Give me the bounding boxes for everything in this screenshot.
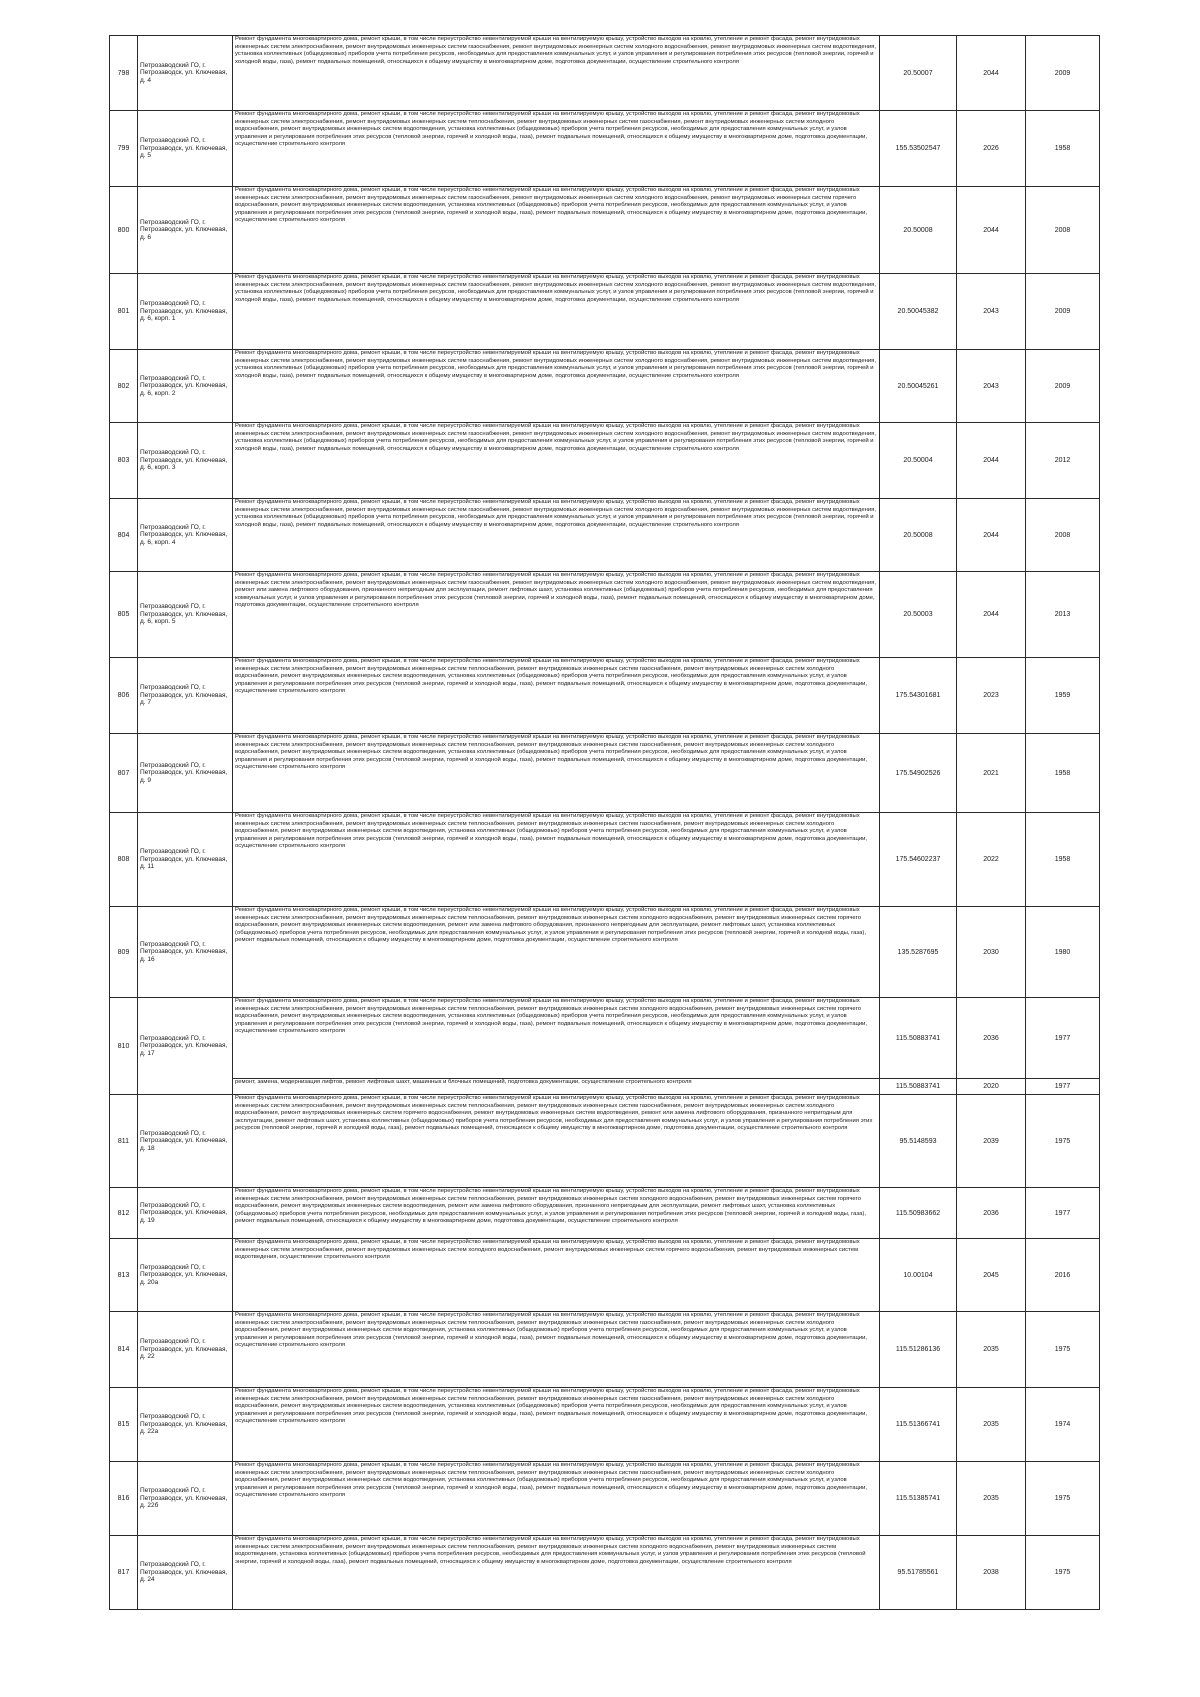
row-number: 801 xyxy=(110,274,138,350)
address-cell: Петрозаводский ГО, г. Петрозаводск, ул. Ключевая, д. 4 xyxy=(138,36,233,111)
cost-cell: 20.50004 xyxy=(880,423,957,499)
cost-cell: 115.51366741 xyxy=(880,1388,957,1462)
address-cell: Петрозаводский ГО, г. Петрозаводск, ул. Ключевая, д. 6, корп. 5 xyxy=(138,572,233,658)
works-cell: Ремонт фундамента многоквартирного дома, ремонт крыши, в том числе переустройство невентилируемой крыши на вентилируемую крышу, устройство выходов на кровлю, утепление и ремонт фасада, ремонт внутридомовых инженерных систем электроснабжения, ремонт внутридомовых инженерных систем газоснабжения, ремонт внутридомовых инженерных систем холодного водоснабжения, ремонт внутридомовых инженерных систем водоотведения, установка коллективных (общедомовых) приборов учета потребления ресурсов, необходимых для предоставления коммунальных услуг, и узлов управления и регулирования потребления этих ресурсов (тепловой энергии, горячей и холодной воды, газа), ремонт подвальных помещений, относящихся к общему имуществу в многоквартирном доме, подготовка документации, осуществление строительного контроля xyxy=(233,36,880,111)
works-cell: ремонт, замена, модернизация лифтов, ремонт лифтовых шахт, машинных и блочных помещений, подготовка документации, осуществление строительного контроля xyxy=(233,1079,880,1095)
table-row xyxy=(110,499,1100,572)
table-row xyxy=(110,907,1100,998)
planned-year-cell: 2023 xyxy=(957,658,1026,734)
cost-cell: 20.50003 xyxy=(880,572,957,658)
row-number: 808 xyxy=(110,813,138,907)
table-row xyxy=(110,350,1100,423)
row-number: 817 xyxy=(110,1536,138,1610)
planned-year-cell: 2026 xyxy=(957,111,1026,187)
cost-cell: 155.53502547 xyxy=(880,111,957,187)
address-cell: Петрозаводский ГО, г. Петрозаводск, ул. Ключевая, д. 6 xyxy=(138,187,233,274)
planned-year-cell: 2044 xyxy=(957,423,1026,499)
address-cell: Петрозаводский ГО, г. Петрозаводск, ул. Ключевая, д. 6, корп. 3 xyxy=(138,423,233,499)
row-number: 806 xyxy=(110,658,138,734)
last-repair-year-cell: 1977 xyxy=(1026,1188,1100,1239)
table-row xyxy=(110,1388,1100,1462)
last-repair-year-cell: 1977 xyxy=(1026,998,1100,1079)
address-cell: Петрозаводский ГО, г. Петрозаводск, ул. Ключевая, д. 6, корп. 2 xyxy=(138,350,233,423)
last-repair-year-cell: 1975 xyxy=(1026,1095,1100,1188)
row-number: 816 xyxy=(110,1462,138,1536)
works-cell: Ремонт фундамента многоквартирного дома, ремонт крыши, в том числе переустройство невентилируемой крыши на вентилируемую крышу, устройство выходов на кровлю, утепление и ремонт фасада, ремонт внутридомовых инженерных систем электроснабжения, ремонт внутридомовых инженерных систем теплоснабжения, ремонт внутридомовых инженерных систем холодного водоснабжения, ремонт внутридомовых инженерных систем горячего водоснабжения, ремонт внутридомовых инженерных систем водоотведения, ремонт или замена лифтового оборудования, признанного непригодным для эксплуатации, ремонт лифтовых шахт, установка коллективных (общедомовых) приборов учета потребления ресурсов, необходимых для предоставления коммунальных услуг, и узлов управления и регулирования потребления этих ресурсов (тепловой энергии, горячей и холодной воды, газа), ремонт подвальных помещений, относящихся к общему имуществу в многоквартирном доме, подготовка документации, осуществление строительного контроля xyxy=(233,1188,880,1239)
row-number: 804 xyxy=(110,499,138,572)
last-repair-year-cell: 1975 xyxy=(1026,1462,1100,1536)
works-cell: Ремонт фундамента многоквартирного дома, ремонт крыши, в том числе переустройство невентилируемой крыши на вентилируемую крышу, устройство выходов на кровлю, утепление и ремонт фасада, ремонт внутридомовых инженерных систем электроснабжения, ремонт внутридомовых инженерных систем газоснабжения, ремонт внутридомовых инженерных систем холодного водоснабжения, ремонт внутридомовых инженерных систем водоотведения, ремонт или замена лифтового оборудования, признанного непригодным для эксплуатации, ремонт лифтовых шахт, установка коллективных (общедомовых) приборов учета потребления ресурсов, необходимых для предоставления коммунальных услуг, и узлов управления и регулирования потребления этих ресурсов (тепловой энергии, горячей и холодной воды, газа), ремонт подвальных помещений, относящихся к общему имуществу в многоквартирном доме, подготовка документации, осуществление строительного контроля xyxy=(233,572,880,658)
last-repair-year-cell: 1958 xyxy=(1026,111,1100,187)
address-cell: Петрозаводский ГО, г. Петрозаводск, ул. Ключевая, д. 22 xyxy=(138,1312,233,1388)
row-number: 809 xyxy=(110,907,138,998)
planned-year-cell: 2044 xyxy=(957,572,1026,658)
table-subrow xyxy=(110,1079,1100,1095)
cost-cell: 20.50008 xyxy=(880,187,957,274)
address-cell: Петрозаводский ГО, г. Петрозаводск, ул. Ключевая, д. 24 xyxy=(138,1536,233,1610)
address-cell: Петрозаводский ГО, г. Петрозаводск, ул. Ключевая, д. 22б xyxy=(138,1462,233,1536)
cost-cell: 95.51785561 xyxy=(880,1536,957,1610)
table-row xyxy=(110,734,1100,813)
cost-cell: 115.50883741 xyxy=(880,1079,957,1095)
table-row xyxy=(110,423,1100,499)
works-cell: Ремонт фундамента многоквартирного дома, ремонт крыши, в том числе переустройство невентилируемой крыши на вентилируемую крышу, устройство выходов на кровлю, утепление и ремонт фасада, ремонт внутридомовых инженерных систем электроснабжения, ремонт внутридомовых инженерных систем теплоснабжения, ремонт внутридомовых инженерных систем газоснабжения, ремонт внутридомовых инженерных систем холодного водоснабжения, ремонт внутридомовых инженерных систем водоотведения, установка коллективных (общедомовых) приборов учета потребления ресурсов, необходимых для предоставления коммунальных услуг, и узлов управления и регулирования потребления этих ресурсов (тепловой энергии, горячей и холодной воды, газа), ремонт подвальных помещений, относящихся к общему имуществу в многоквартирном доме, подготовка документации, осуществление строительного контроля xyxy=(233,1388,880,1462)
address-cell: Петрозаводский ГО, г. Петрозаводск, ул. Ключевая, д. 11 xyxy=(138,813,233,907)
last-repair-year-cell: 1980 xyxy=(1026,907,1100,998)
planned-year-cell: 2044 xyxy=(957,36,1026,111)
table-row xyxy=(110,813,1100,907)
planned-year-cell: 2021 xyxy=(957,734,1026,813)
table-body xyxy=(110,36,1100,1610)
works-cell: Ремонт фундамента многоквартирного дома, ремонт крыши, в том числе переустройство невентилируемой крыши на вентилируемую крышу, устройство выходов на кровлю, утепление и ремонт фасада, ремонт внутридомовых инженерных систем электроснабжения, ремонт внутридомовых инженерных систем теплоснабжения, ремонт внутридомовых инженерных систем газоснабжения, ремонт внутридомовых инженерных систем холодного водоснабжения, ремонт внутридомовых инженерных систем водоотведения, установка коллективных (общедомовых) приборов учета потребления ресурсов, необходимых для предоставления коммунальных услуг, и узлов управления и регулирования потребления этих ресурсов (тепловой энергии, горячей и холодной воды, газа), ремонт подвальных помещений, относящихся к общему имуществу в многоквартирном доме, подготовка документации, осуществление строительного контроля xyxy=(233,1312,880,1388)
works-cell: Ремонт фундамента многоквартирного дома, ремонт крыши, в том числе переустройство невентилируемой крыши на вентилируемую крышу, устройство выходов на кровлю, утепление и ремонт фасада, ремонт внутридомовых инженерных систем электроснабжения, ремонт внутридомовых инженерных систем теплоснабжения, ремонт внутридомовых инженерных систем газоснабжения, ремонт внутридомовых инженерных систем холодного водоснабжения, ремонт внутридомовых инженерных систем водоотведения, установка коллективных (общедомовых) приборов учета потребления ресурсов, необходимых для предоставления коммунальных услуг, и узлов управления и регулирования потребления этих ресурсов (тепловой энергии, горячей и холодной воды, газа), ремонт подвальных помещений, относящихся к общему имуществу в многоквартирном доме, подготовка документации, осуществление строительного контроля xyxy=(233,734,880,813)
table-row xyxy=(110,1095,1100,1188)
table-row xyxy=(110,36,1100,111)
last-repair-year-cell: 1975 xyxy=(1026,1312,1100,1388)
cost-cell: 115.50983662 xyxy=(880,1188,957,1239)
last-repair-year-cell: 1958 xyxy=(1026,734,1100,813)
last-repair-year-cell: 2009 xyxy=(1026,350,1100,423)
row-number: 803 xyxy=(110,423,138,499)
last-repair-year-cell: 1975 xyxy=(1026,1536,1100,1610)
planned-year-cell: 2039 xyxy=(957,1095,1026,1188)
table-row xyxy=(110,1462,1100,1536)
cost-cell: 175.54301681 xyxy=(880,658,957,734)
address-cell: Петрозаводский ГО, г. Петрозаводск, ул. Ключевая, д. 19 xyxy=(138,1188,233,1239)
row-number: 802 xyxy=(110,350,138,423)
planned-year-cell: 2045 xyxy=(957,1239,1026,1312)
cost-cell: 95.5148593 xyxy=(880,1095,957,1188)
row-number: 813 xyxy=(110,1239,138,1312)
table-row xyxy=(110,998,1100,1079)
planned-year-cell: 2020 xyxy=(957,1079,1026,1095)
works-cell: Ремонт фундамента многоквартирного дома, ремонт крыши, в том числе переустройство невентилируемой крыши на вентилируемую крышу, устройство выходов на кровлю, утепление и ремонт фасада, ремонт внутридомовых инженерных систем электроснабжения, ремонт внутридомовых инженерных систем теплоснабжения, ремонт внутридомовых инженерных систем газоснабжения, ремонт внутридомовых инженерных систем холодного водоснабжения, ремонт внутридомовых инженерных систем водоотведения, установка коллективных (общедомовых) приборов учета потребления ресурсов, необходимых для предоставления коммунальных услуг, и узлов управления и регулирования потребления этих ресурсов (тепловой энергии, горячей и холодной воды, газа), ремонт подвальных помещений, относящихся к общему имуществу в многоквартирном доме, подготовка документации, осуществление строительного контроля xyxy=(233,1462,880,1536)
row-number: 799 xyxy=(110,111,138,187)
cost-cell: 20.50045261 xyxy=(880,350,957,423)
row-number: 798 xyxy=(110,36,138,111)
table-row xyxy=(110,572,1100,658)
works-cell: Ремонт фундамента многоквартирного дома, ремонт крыши, в том числе переустройство невентилируемой крыши на вентилируемую крышу, устройство выходов на кровлю, утепление и ремонт фасада, ремонт внутридомовых инженерных систем электроснабжения, ремонт внутридомовых инженерных систем газоснабжения, ремонт внутридомовых инженерных систем холодного водоснабжения, ремонт внутридомовых инженерных систем водоотведения, установка коллективных (общедомовых) приборов учета потребления ресурсов, необходимых для предоставления коммунальных услуг, и узлов управления и регулирования потребления этих ресурсов (тепловой энергии, горячей и холодной воды, газа), ремонт подвальных помещений, относящихся к общему имуществу в многоквартирном доме, подготовка документации, осуществление строительного контроля xyxy=(233,274,880,350)
cost-cell: 20.50007 xyxy=(880,36,957,111)
planned-year-cell: 2038 xyxy=(957,1536,1026,1610)
works-cell: Ремонт фундамента многоквартирного дома, ремонт крыши, в том числе переустройство невентилируемой крыши на вентилируемую крышу, устройство выходов на кровлю, утепление и ремонт фасада, ремонт внутридомовых инженерных систем электроснабжения, ремонт внутридомовых инженерных систем газоснабжения, ремонт внутридомовых инженерных систем холодного водоснабжения, ремонт внутридомовых инженерных систем водоотведения, установка коллективных (общедомовых) приборов учета потребления ресурсов, необходимых для предоставления коммунальных услуг, и узлов управления и регулирования потребления этих ресурсов (тепловой энергии, горячей и холодной воды, газа), ремонт подвальных помещений, относящихся к общему имуществу в многоквартирном доме, подготовка документации, осуществление строительного контроля xyxy=(233,499,880,572)
table-row xyxy=(110,111,1100,187)
address-cell: Петрозаводский ГО, г. Петрозаводск, ул. Ключевая, д. 6, корп. 4 xyxy=(138,499,233,572)
planned-year-cell: 2022 xyxy=(957,813,1026,907)
table-row xyxy=(110,1536,1100,1610)
works-cell: Ремонт фундамента многоквартирного дома, ремонт крыши, в том числе переустройство невентилируемой крыши на вентилируемую крышу, устройство выходов на кровлю, утепление и ремонт фасада, ремонт внутридомовых инженерных систем электроснабжения, ремонт внутридомовых инженерных систем теплоснабжения, ремонт внутридомовых инженерных систем холодного водоснабжения, ремонт внутридомовых инженерных систем горячего водоснабжения, ремонт внутридомовых инженерных систем водоотведения, установка коллективных (общедомовых) приборов учета потребления ресурсов, необходимых для предоставления коммунальных услуг, и узлов управления и регулирования потребления этих ресурсов (тепловой энергии, горячей и холодной воды, газа), ремонт подвальных помещений, относящихся к общему имуществу в многоквартирном доме, подготовка документации, осуществление строительного контроля xyxy=(233,998,880,1079)
cost-cell: 20.50045382 xyxy=(880,274,957,350)
address-cell: Петрозаводский ГО, г. Петрозаводск, ул. Ключевая, д. 17 xyxy=(138,998,233,1095)
last-repair-year-cell: 2013 xyxy=(1026,572,1100,658)
row-number: 805 xyxy=(110,572,138,658)
cost-cell: 175.54602237 xyxy=(880,813,957,907)
document-page xyxy=(109,35,1100,1610)
repair-program-table xyxy=(109,35,1100,1610)
row-number: 807 xyxy=(110,734,138,813)
last-repair-year-cell: 1959 xyxy=(1026,658,1100,734)
planned-year-cell: 2036 xyxy=(957,998,1026,1079)
table-row xyxy=(110,274,1100,350)
works-cell: Ремонт фундамента многоквартирного дома, ремонт крыши, в том числе переустройство невентилируемой крыши на вентилируемую крышу, устройство выходов на кровлю, утепление и ремонт фасада, ремонт внутридомовых инженерных систем электроснабжения, ремонт внутридомовых инженерных систем теплоснабжения, ремонт внутридомовых инженерных систем холодного водоснабжения, ремонт внутридомовых инженерных систем горячего водоснабжения, ремонт внутридомовых инженерных систем водоотведения, ремонт или замена лифтового оборудования, признанного непригодным для эксплуатации, ремонт лифтовых шахт, установка коллективных (общедомовых) приборов учета потребления ресурсов, необходимых для предоставления коммунальных услуг, и узлов управления и регулирования потребления этих ресурсов (тепловой энергии, горячей и холодной воды, газа), ремонт подвальных помещений, относящихся к общему имуществу в многоквартирном доме, подготовка документации, осуществление строительного контроля xyxy=(233,907,880,998)
planned-year-cell: 2043 xyxy=(957,274,1026,350)
cost-cell: 115.51286136 xyxy=(880,1312,957,1388)
works-cell: Ремонт фундамента многоквартирного дома, ремонт крыши, в том числе переустройство невентилируемой крыши на вентилируемую крышу, устройство выходов на кровлю, утепление и ремонт фасада, ремонт внутридомовых инженерных систем электроснабжения, ремонт внутридомовых инженерных систем теплоснабжения, ремонт внутридомовых инженерных систем холодного водоснабжения, ремонт внутридомовых инженерных систем водоотведения, установка коллективных (общедомовых) приборов учета потребления ресурсов, необходимых для предоставления коммунальных услуг, и узлов управления и регулирования потребления этих ресурсов (тепловой энергии, горячей и холодной воды, газа), ремонт подвальных помещений, относящихся к общему имуществу в многоквартирном доме, подготовка документации, осуществление строительного контроля xyxy=(233,1536,880,1610)
cost-cell: 10.00104 xyxy=(880,1239,957,1312)
row-number: 815 xyxy=(110,1388,138,1462)
works-cell: Ремонт фундамента многоквартирного дома, ремонт крыши, в том числе переустройство невентилируемой крыши на вентилируемую крышу, устройство выходов на кровлю, утепление и ремонт фасада, ремонт внутридомовых инженерных систем электроснабжения, ремонт внутридомовых инженерных систем теплоснабжения, ремонт внутридомовых инженерных систем газоснабжения, ремонт внутридомовых инженерных систем холодного водоснабжения, ремонт внутридомовых инженерных систем водоотведения, установка коллективных (общедомовых) приборов учета потребления ресурсов, необходимых для предоставления коммунальных услуг, и узлов управления и регулирования потребления этих ресурсов (тепловой энергии, горячей и холодной воды, газа), ремонт подвальных помещений, относящихся к общему имуществу в многоквартирном доме, подготовка документации, осуществление строительного контроля xyxy=(233,111,880,187)
last-repair-year-cell: 2009 xyxy=(1026,36,1100,111)
works-cell: Ремонт фундамента многоквартирного дома, ремонт крыши, в том числе переустройство невентилируемой крыши на вентилируемую крышу, устройство выходов на кровлю, утепление и ремонт фасада, ремонт внутридомовых инженерных систем электроснабжения, ремонт внутридомовых инженерных систем теплоснабжения, ремонт внутридомовых инженерных систем газоснабжения, ремонт внутридомовых инженерных систем холодного водоснабжения, ремонт внутридомовых инженерных систем водоотведения, установка коллективных (общедомовых) приборов учета потребления ресурсов, необходимых для предоставления коммунальных услуг, и узлов управления и регулирования потребления этих ресурсов (тепловой энергии, горячей и холодной воды, газа), ремонт подвальных помещений, относящихся к общему имуществу в многоквартирном доме, подготовка документации, осуществление строительного контроля xyxy=(233,658,880,734)
planned-year-cell: 2044 xyxy=(957,499,1026,572)
row-number: 810 xyxy=(110,998,138,1095)
last-repair-year-cell: 2009 xyxy=(1026,274,1100,350)
last-repair-year-cell: 2016 xyxy=(1026,1239,1100,1312)
address-cell: Петрозаводский ГО, г. Петрозаводск, ул. Ключевая, д. 20а xyxy=(138,1239,233,1312)
works-cell: Ремонт фундамента многоквартирного дома, ремонт крыши, в том числе переустройство невентилируемой крыши на вентилируемую крышу, устройство выходов на кровлю, утепление и ремонт фасада, ремонт внутридомовых инженерных систем электроснабжения, ремонт внутридомовых инженерных систем газоснабжения, ремонт внутридомовых инженерных систем холодного водоснабжения, ремонт внутридомовых инженерных систем водоотведения, установка коллективных (общедомовых) приборов учета потребления ресурсов, необходимых для предоставления коммунальных услуг, и узлов управления и регулирования потребления этих ресурсов (тепловой энергии, горячей и холодной воды, газа), ремонт подвальных помещений, относящихся к общему имуществу в многоквартирном доме, подготовка документации, осуществление строительного контроля xyxy=(233,350,880,423)
planned-year-cell: 2036 xyxy=(957,1188,1026,1239)
address-cell: Петрозаводский ГО, г. Петрозаводск, ул. Ключевая, д. 18 xyxy=(138,1095,233,1188)
address-cell: Петрозаводский ГО, г. Петрозаводск, ул. Ключевая, д. 9 xyxy=(138,734,233,813)
works-cell: Ремонт фундамента многоквартирного дома, ремонт крыши, в том числе переустройство невентилируемой крыши на вентилируемую крышу, устройство выходов на кровлю, утепление и ремонт фасада, ремонт внутридомовых инженерных систем электроснабжения, ремонт внутридомовых инженерных систем газоснабжения, ремонт внутридомовых инженерных систем холодного водоснабжения, ремонт внутридомовых инженерных систем горячего водоснабжения, ремонт внутридомовых инженерных систем водоотведения, установка коллективных (общедомовых) приборов учета потребления ресурсов, необходимых для предоставления коммунальных услуг, и узлов управления и регулирования потребления этих ресурсов (тепловой энергии, горячей и холодной воды, газа), ремонт подвальных помещений, относящихся к общему имуществу в многоквартирном доме, подготовка документации, осуществление строительного контроля xyxy=(233,187,880,274)
last-repair-year-cell: 1958 xyxy=(1026,813,1100,907)
last-repair-year-cell: 1977 xyxy=(1026,1079,1100,1095)
table-row xyxy=(110,1239,1100,1312)
works-cell: Ремонт фундамента многоквартирного дома, ремонт крыши, в том числе переустройство невентилируемой крыши на вентилируемую крышу, устройство выходов на кровлю, утепление и ремонт фасада, ремонт внутридомовых инженерных систем электроснабжения, ремонт внутридомовых инженерных систем газоснабжения, ремонт внутридомовых инженерных систем холодного водоснабжения, ремонт внутридомовых инженерных систем водоотведения, установка коллективных (общедомовых) приборов учета потребления ресурсов, необходимых для предоставления коммунальных услуг, и узлов управления и регулирования потребления этих ресурсов (тепловой энергии, горячей и холодной воды, газа), ремонт подвальных помещений, относящихся к общему имуществу в многоквартирном доме, подготовка документации, осуществление строительного контроля xyxy=(233,423,880,499)
works-cell: Ремонт фундамента многоквартирного дома, ремонт крыши, в том числе переустройство невентилируемой крыши на вентилируемую крышу, устройство выходов на кровлю, утепление и ремонт фасада, ремонт внутридомовых инженерных систем электроснабжения, ремонт внутридомовых инженерных систем теплоснабжения, ремонт внутридомовых инженерных систем газоснабжения, ремонт внутридомовых инженерных систем холодного водоснабжения, ремонт внутридомовых инженерных систем водоотведения, установка коллективных (общедомовых) приборов учета потребления ресурсов, необходимых для предоставления коммунальных услуг, и узлов управления и регулирования потребления этих ресурсов (тепловой энергии, горячей и холодной воды, газа), ремонт подвальных помещений, относящихся к общему имуществу в многоквартирном доме, подготовка документации, осуществление строительного контроля xyxy=(233,813,880,907)
cost-cell: 20.50008 xyxy=(880,499,957,572)
row-number: 811 xyxy=(110,1095,138,1188)
cost-cell: 115.51385741 xyxy=(880,1462,957,1536)
works-cell: Ремонт фундамента многоквартирного дома, ремонт крыши, в том числе переустройство невентилируемой крыши на вентилируемую крышу, устройство выходов на кровлю, утепление и ремонт фасада, ремонт внутридомовых инженерных систем электроснабжения, ремонт внутридомовых инженерных систем теплоснабжения, ремонт внутридомовых инженерных систем газоснабжения, ремонт внутридомовых инженерных систем холодного водоснабжения, ремонт внутридомовых инженерных систем горячего водоснабжения, ремонт внутридомовых инженерных систем водоотведения, ремонт или замена лифтового оборудования, признанного непригодным для эксплуатации, ремонт лифтовых шахт, установка коллективных (общедомовых) приборов учета потребления ресурсов, необходимых для предоставления коммунальных услуг, и узлов управления и регулирования потребления этих ресурсов (тепловой энергии, горячей и холодной воды, газа), ремонт подвальных помещений, относящихся к общему имуществу в многоквартирном доме, подготовка документации, осуществление строительного контроля xyxy=(233,1095,880,1188)
address-cell: Петрозаводский ГО, г. Петрозаводск, ул. Ключевая, д. 5 xyxy=(138,111,233,187)
address-cell: Петрозаводский ГО, г. Петрозаводск, ул. Ключевая, д. 6, корп. 1 xyxy=(138,274,233,350)
last-repair-year-cell: 1974 xyxy=(1026,1388,1100,1462)
planned-year-cell: 2044 xyxy=(957,187,1026,274)
planned-year-cell: 2035 xyxy=(957,1312,1026,1388)
last-repair-year-cell: 2012 xyxy=(1026,423,1100,499)
address-cell: Петрозаводский ГО, г. Петрозаводск, ул. Ключевая, д. 22а xyxy=(138,1388,233,1462)
cost-cell: 135.5287695 xyxy=(880,907,957,998)
planned-year-cell: 2035 xyxy=(957,1388,1026,1462)
row-number: 800 xyxy=(110,187,138,274)
address-cell: Петрозаводский ГО, г. Петрозаводск, ул. Ключевая, д. 7 xyxy=(138,658,233,734)
table-row xyxy=(110,658,1100,734)
cost-cell: 175.54902526 xyxy=(880,734,957,813)
table-row xyxy=(110,187,1100,274)
table-row xyxy=(110,1188,1100,1239)
planned-year-cell: 2035 xyxy=(957,1462,1026,1536)
last-repair-year-cell: 2008 xyxy=(1026,499,1100,572)
row-number: 814 xyxy=(110,1312,138,1388)
cost-cell: 115.50883741 xyxy=(880,998,957,1079)
row-number: 812 xyxy=(110,1188,138,1239)
planned-year-cell: 2043 xyxy=(957,350,1026,423)
address-cell: Петрозаводский ГО, г. Петрозаводск, ул. Ключевая, д. 16 xyxy=(138,907,233,998)
planned-year-cell: 2030 xyxy=(957,907,1026,998)
works-cell: Ремонт фундамента многоквартирного дома, ремонт крыши, в том числе переустройство невентилируемой крыши на вентилируемую крышу, устройство выходов на кровлю, утепление и ремонт фасада, ремонт внутридомовых инженерных систем электроснабжения, ремонт внутридомовых инженерных систем холодного водоснабжения, ремонт внутридомовых инженерных систем горячего водоснабжения, ремонт внутридомовых инженерных систем водоотведения, осуществление строительного контроля xyxy=(233,1239,880,1312)
last-repair-year-cell: 2008 xyxy=(1026,187,1100,274)
table-row xyxy=(110,1312,1100,1388)
